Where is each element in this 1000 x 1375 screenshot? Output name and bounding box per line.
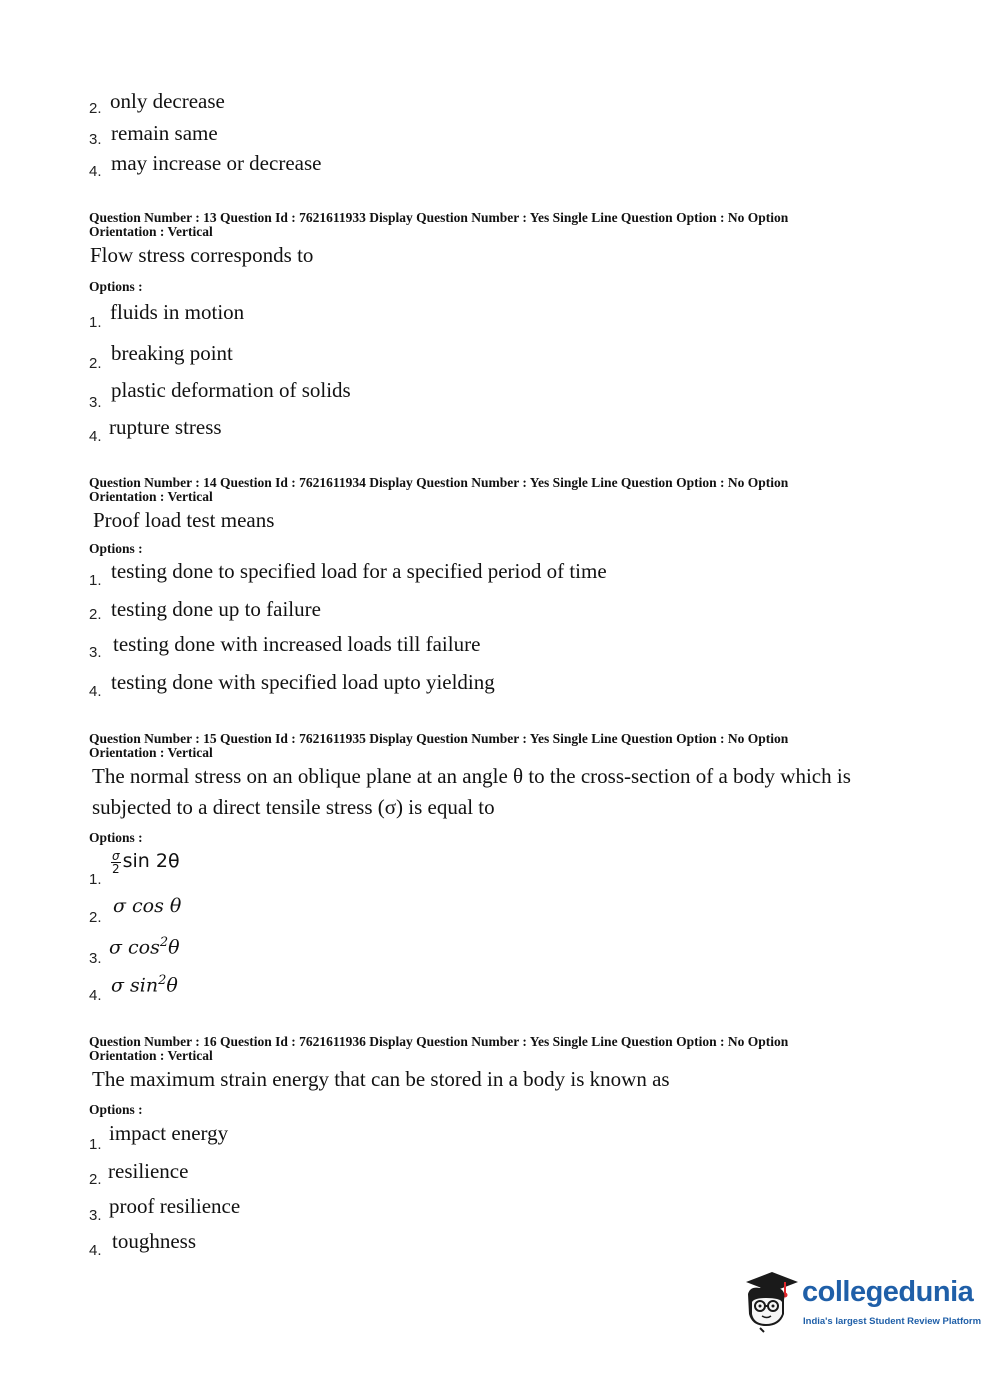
question-text: Proof load test means xyxy=(93,508,275,532)
option-number: 3. xyxy=(89,394,102,411)
options-label: Options : xyxy=(89,830,143,845)
option-number: 1. xyxy=(89,314,102,331)
option-number: 1. xyxy=(89,1136,102,1153)
question-meta-line2: Orientation : Vertical xyxy=(89,489,213,504)
option-text[interactable]: impact energy xyxy=(109,1121,229,1145)
math-superscript: 2 xyxy=(159,935,169,950)
question-meta-line2: Orientation : Vertical xyxy=(89,1048,213,1063)
question-text-line1: The normal stress on an oblique plane at an angle θ to the cross-section of a body which is xyxy=(92,764,851,788)
option-text[interactable]: breaking point xyxy=(111,341,233,365)
options-label: Options : xyxy=(89,279,143,294)
option-text[interactable]: may increase or decrease xyxy=(111,151,322,175)
question-meta xyxy=(89,476,869,504)
option-number: 2. xyxy=(89,100,102,117)
option-number: 3. xyxy=(89,950,102,967)
logo-tagline: India's largest Student Review Platform xyxy=(803,1316,982,1327)
mascot-icon xyxy=(740,1268,802,1340)
options-label: Options : xyxy=(89,541,143,556)
option-text[interactable]: rupture stress xyxy=(109,415,222,439)
question-meta-line1: Question Number : 16 Question Id : 7621611936 Display Question Number : Yes Single Line Question Option : No Option xyxy=(89,1034,789,1049)
math-superscript: 2 xyxy=(158,973,167,988)
question-meta-line1: Question Number : 14 Question Id : 7621611934 Display Question Number : Yes Single Line Question Option : No Option xyxy=(89,475,789,490)
option-number: 1. xyxy=(89,572,102,589)
option-text[interactable]: testing done with increased loads till failure xyxy=(113,632,481,656)
option-text[interactable]: toughness xyxy=(112,1229,196,1253)
option-number: 4. xyxy=(89,428,102,445)
question-meta xyxy=(89,732,869,760)
option-number: 2. xyxy=(89,355,102,372)
option-text[interactable]: testing done up to failure xyxy=(111,597,321,621)
question-text: The maximum strain energy that can be stored in a body is known as xyxy=(92,1067,670,1091)
option-text[interactable]: testing done with specified load upto yielding xyxy=(111,670,495,694)
options-label: Options : xyxy=(89,1102,143,1117)
question-meta-line2: Orientation : Vertical xyxy=(89,224,213,239)
math-tail: θ xyxy=(166,974,178,997)
question-meta-line1: Question Number : 15 Question Id : 7621611935 Display Question Number : Yes Single Line Question Option : No Option xyxy=(89,731,789,746)
option-math[interactable] xyxy=(109,935,180,958)
option-math[interactable] xyxy=(111,848,180,875)
option-number: 4. xyxy=(89,1242,102,1259)
question-meta xyxy=(89,1035,869,1063)
option-math[interactable] xyxy=(111,973,178,996)
option-math[interactable]: σ cos θ xyxy=(113,895,182,917)
fraction-numerator: σ xyxy=(112,848,120,863)
option-number: 4. xyxy=(89,987,102,1004)
option-text[interactable]: only decrease xyxy=(110,89,225,113)
option-math-text: sin 2θ xyxy=(122,850,180,872)
option-text[interactable]: testing done to specified load for a specified period of time xyxy=(111,559,607,583)
question-text-line2: subjected to a direct tensile stress (σ) is equal to xyxy=(92,795,495,819)
option-text[interactable]: fluids in motion xyxy=(110,300,245,324)
math-base: σ cos xyxy=(109,936,160,959)
option-text[interactable]: remain same xyxy=(111,121,218,145)
option-text[interactable]: proof resilience xyxy=(109,1194,241,1218)
fraction-denominator: 2 xyxy=(111,861,120,876)
question-text: Flow stress corresponds to xyxy=(90,243,314,267)
option-number: 1. xyxy=(89,871,102,888)
option-number: 2. xyxy=(89,606,102,623)
math-base: σ sin xyxy=(111,974,159,997)
logo-brand: collegedunia xyxy=(802,1276,974,1308)
question-meta-line1: Question Number : 13 Question Id : 7621611933 Display Question Number : Yes Single Line Question Option : No Option xyxy=(89,210,789,225)
option-number: 3. xyxy=(89,644,102,661)
question-meta xyxy=(89,211,869,239)
option-number: 4. xyxy=(89,163,102,180)
option-number: 3. xyxy=(89,1207,102,1224)
option-text[interactable]: plastic deformation of solids xyxy=(111,378,351,402)
collegedunia-logo[interactable] xyxy=(740,1268,982,1340)
option-number: 2. xyxy=(89,1171,102,1188)
math-tail: θ xyxy=(168,936,180,959)
question-meta-line2: Orientation : Vertical xyxy=(89,745,213,760)
fraction xyxy=(111,850,121,875)
option-number: 4. xyxy=(89,683,102,700)
option-number: 2. xyxy=(89,909,102,926)
option-number: 3. xyxy=(89,131,102,148)
option-text[interactable]: resilience xyxy=(108,1159,189,1183)
